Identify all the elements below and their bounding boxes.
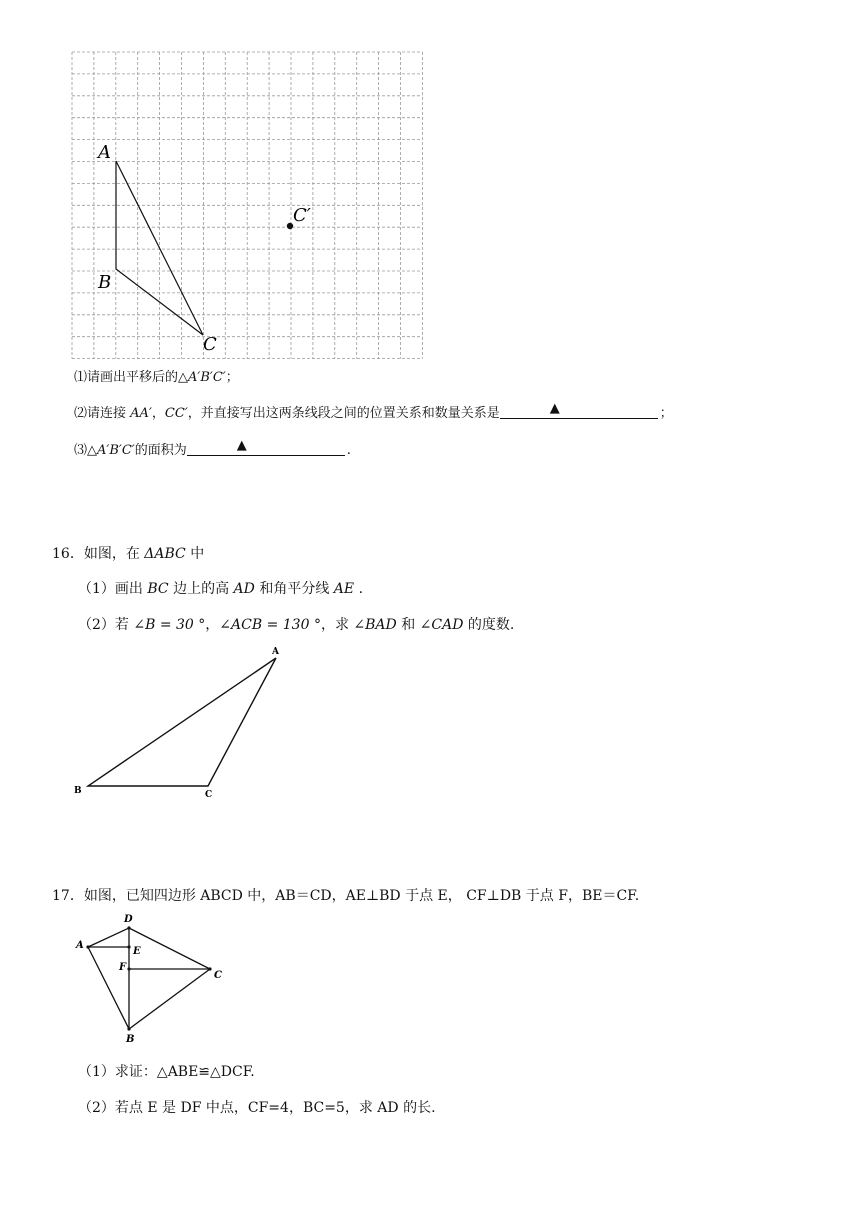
q17-part1: （1）求证：△ABE≌△DCF. xyxy=(78,1064,255,1080)
point-a xyxy=(86,945,89,948)
q16-stem: 16．如图，在 ΔABC 中 xyxy=(52,546,205,562)
q16-part1: （1）画出 BC 边上的高 AD 和角平分线 AE . xyxy=(78,581,364,597)
answer-blank-2[interactable] xyxy=(500,401,658,419)
label-a: A xyxy=(76,940,84,951)
quadrilateral-abcd xyxy=(88,928,210,1029)
triangle-abc xyxy=(88,658,276,786)
label-a: A xyxy=(98,142,111,163)
q15-part3: ⑶△A′B′C′的面积为 ▲ . xyxy=(74,438,351,458)
point-b xyxy=(127,1027,130,1030)
label-c: C xyxy=(214,970,222,981)
q15-part2: ⑵请连接 AA′，CC′，并直接写出这两条线段之间的位置关系和数量关系是 ▲ ； xyxy=(74,401,673,421)
grid-lines xyxy=(72,52,422,359)
label-e: E xyxy=(133,946,141,957)
triangle-marker-icon: ▲ xyxy=(236,438,247,453)
q16-triangle-figure xyxy=(66,640,296,810)
label-a: A xyxy=(272,647,279,657)
grid-figure xyxy=(60,40,440,370)
q17-part2: （2）若点 E 是 DF 中点，CF=4，BC=5，求 AD 的长. xyxy=(78,1100,436,1116)
point-e xyxy=(127,945,130,948)
q16-part2: （2）若 ∠B = 30 °，∠ACB = 130 °，求 ∠BAD 和 ∠CAD 的度数. xyxy=(78,617,515,633)
point-f xyxy=(127,967,130,970)
q17-stem: 17．如图，已知四边形 ABCD 中，AB＝CD，AE⊥BD 于点 E， CF⊥DB 于点 F，BE＝CF. xyxy=(52,888,640,904)
q17-quadrilateral-figure xyxy=(70,908,240,1043)
point-d xyxy=(127,926,130,929)
label-b: B xyxy=(74,786,82,796)
label-b: B xyxy=(98,272,112,293)
triangle-marker-icon: ▲ xyxy=(549,401,560,416)
q15-part1: ⑴请画出平移后的△A′B′C′； xyxy=(74,370,239,385)
label-b: B xyxy=(126,1034,135,1043)
label-f: F xyxy=(119,962,127,973)
point-c xyxy=(208,967,211,970)
label-c-prime: C′ xyxy=(293,205,311,226)
label-c: C xyxy=(203,334,217,355)
label-d: D xyxy=(124,914,133,925)
label-c: C xyxy=(205,790,213,800)
